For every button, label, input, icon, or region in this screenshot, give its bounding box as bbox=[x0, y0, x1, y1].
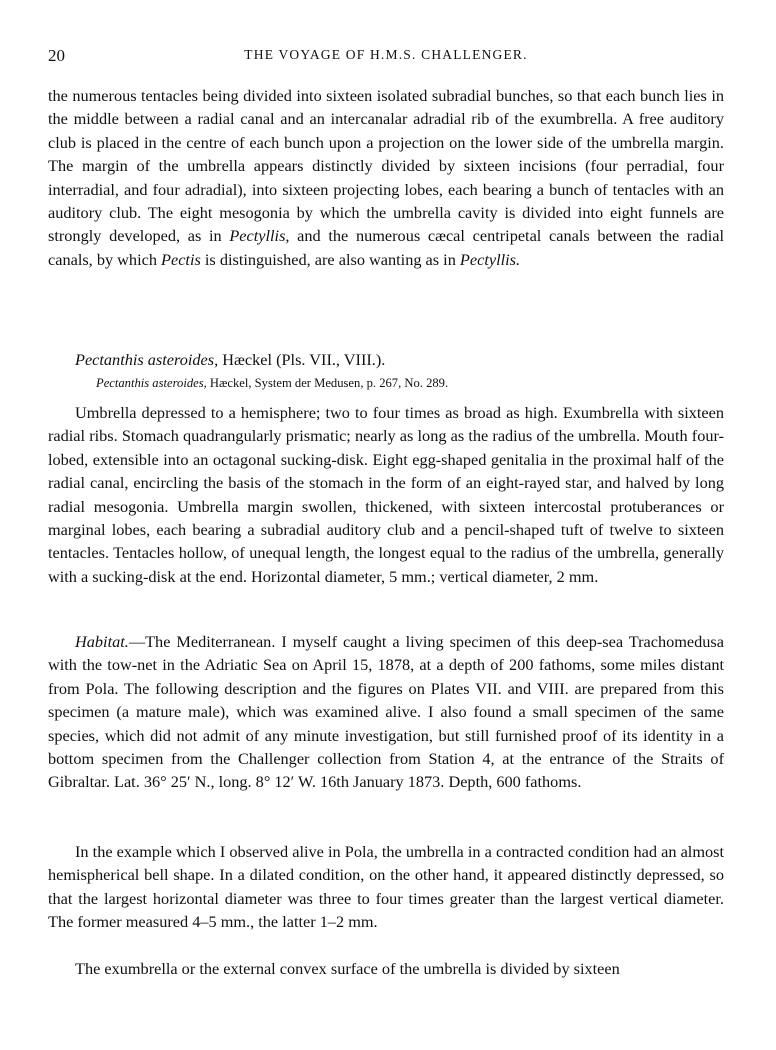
intro-text-part-2: and the numerous cæcal centripetal canals between the radial canals, by which bbox=[48, 226, 724, 269]
species-authority: Hæckel (Pls. VII., VIII.). bbox=[218, 350, 386, 369]
exumbrella-paragraph: The exumbrella or the external convex surface of the umbrella is divided by sixteen bbox=[75, 959, 620, 978]
description-paragraph: Umbrella depressed to a hemisphere; two to four times as broad as high. Exumbrella with sixteen radial ribs. Stomach quadrangularly prismatic; nearly as long as the radius of the umbrella. Mouth four-lobed, extensible into an octagonal sucking-disk. Eight egg-shaped genitalia in the proximal half of the radial canal, encircling the basis of the stomach in the form of an eight-rayed star, and halved by long radial mesogonia. Umbrella margin swollen, thickened, with sixteen intercostal protuberances or marginal lobes, each bearing a subradial auditory club and a pencil-shaped tuft of twelve to sixteen tentacles. Tentacles hollow, of unequal length, the longest equal to the radius of the umbrella, generally with a sucking-disk at the end. Horizontal diameter, 5 mm.; vertical diameter, 2 mm. bbox=[48, 403, 724, 586]
species-heading bbox=[75, 350, 385, 370]
genus-name-pectyllis: Pectyllis, bbox=[229, 226, 290, 246]
running-head bbox=[48, 46, 724, 70]
genus-name-pectis: Pectis bbox=[161, 249, 201, 269]
citation-species-name: Pectanthis asteroides, bbox=[96, 376, 207, 390]
habitat-paragraph bbox=[48, 630, 724, 794]
habitat-label: Habitat. bbox=[75, 632, 129, 651]
species-name: Pectanthis asteroides, bbox=[75, 350, 219, 369]
intro-text-part-3: is distinguished, are also wanting as in bbox=[200, 249, 460, 269]
species-citation bbox=[96, 376, 448, 391]
intro-text-part-1: the numerous tentacles being divided into sixteen isolated subradial bunches, so that each bunch lies in the middle between a radial canal and an intercanalar adradial rib of the exumbrella. A free auditory club is placed in the centre of each bunch upon a projection on the lower side of the umbrella margin. The margin of the umbrella appears distinctly divided by sixteen incisions (four perradial, four interradial, and four adradial), into sixteen projecting lobes, each bearing a bunch of tentacles with an auditory club. The eight mesogonia by which the umbrella cavity is divided into eight funnels are strongly developed, as in bbox=[48, 86, 724, 246]
citation-reference: Hæckel, System der Medusen, p. 267, No. 289. bbox=[206, 376, 449, 390]
genus-name-pectyllis-end: Pectyllis. bbox=[459, 249, 521, 269]
running-title: THE VOYAGE OF H.M.S. CHALLENGER. bbox=[244, 47, 528, 62]
intro-paragraph bbox=[48, 84, 724, 271]
habitat-text: —The Mediterranean. I myself caught a living specimen of this deep-sea Trachomedusa with the tow-net in the Adriatic Sea on April 15, 1878, at a depth of 200 fathoms, some miles distant from Pola. The following description and the figures on Plates VII. and VIII. are prepared from this specimen (a mature male), which was examined alive. I also found a small specimen of the same species, which did not admit of any minute investigation, but still furnished proof of its identity in a bottom specimen from the Challenger collection from Station 4, at the entrance of the Straits of Gibraltar. Lat. 36° 25′ N., long. 8° 12′ W. 16th January 1873. Depth, 600 fathoms. bbox=[48, 632, 724, 792]
pola-observation-paragraph: In the example which I observed alive in Pola, the umbrella in a contracted condition had an almost hemispherical bell shape. In a dilated condition, on the other hand, it appeared distinctly depressed, so that the largest horizontal diameter was three to four times greater than the largest vertical diameter. The former measured 4–5 mm., the latter 1–2 mm. bbox=[48, 842, 724, 932]
page-number: 20 bbox=[48, 46, 65, 65]
